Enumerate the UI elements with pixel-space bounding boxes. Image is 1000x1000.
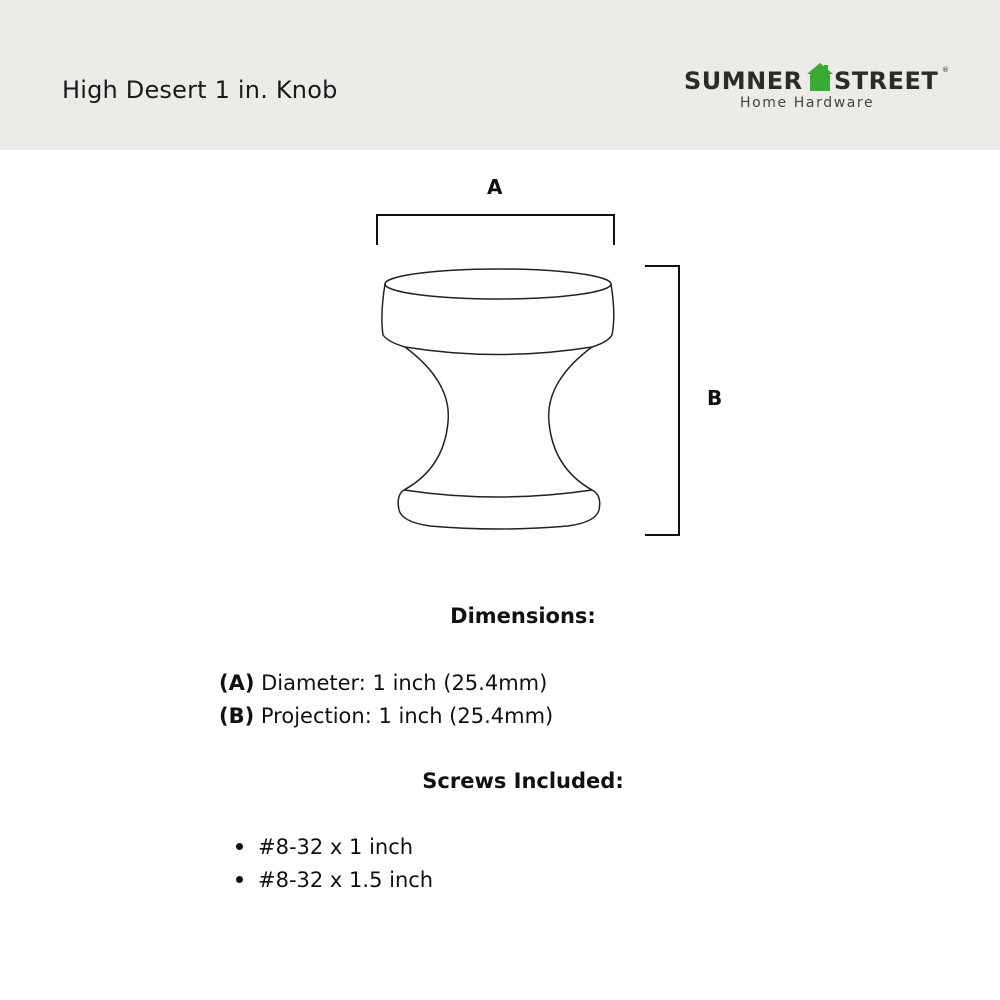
dimension-b-label: B xyxy=(707,386,723,410)
knob-drawing xyxy=(0,150,1000,570)
logo-subtitle: Home Hardware xyxy=(740,95,875,111)
knob-base xyxy=(398,490,600,529)
header-bar xyxy=(0,0,1000,150)
spec-key: (B) xyxy=(219,704,255,728)
brand-logo xyxy=(684,60,954,120)
knob-base-top xyxy=(404,490,592,497)
knob-neck-left xyxy=(404,347,448,490)
dimension-a-label: A xyxy=(487,175,503,199)
registered-mark: ® xyxy=(942,66,949,74)
list-item xyxy=(236,835,413,859)
dimensions-heading: Dimensions: xyxy=(450,604,596,628)
spec-text: Projection: 1 inch (25.4mm) xyxy=(254,704,554,728)
house-icon xyxy=(806,62,834,92)
spec-diameter xyxy=(219,671,547,695)
knob-neck-right xyxy=(549,347,592,490)
screw-text: #8-32 x 1.5 inch xyxy=(258,868,434,892)
logo-word-street: STREET xyxy=(834,67,939,95)
screw-text: #8-32 x 1 inch xyxy=(258,835,414,859)
spec-key: (A) xyxy=(219,671,255,695)
list-item xyxy=(236,868,433,892)
knob-diagram xyxy=(0,150,1000,570)
screws-heading: Screws Included: xyxy=(422,769,624,793)
dimension-a-bracket xyxy=(377,215,614,245)
knob-top-face xyxy=(385,269,611,299)
product-title: High Desert 1 in. Knob xyxy=(62,76,338,104)
dimension-b-bracket xyxy=(645,266,679,535)
bullet-icon xyxy=(236,876,243,883)
spec-projection xyxy=(219,704,553,728)
logo-word-sumner: SUMNER xyxy=(684,67,803,95)
spec-text: Diameter: 1 inch (25.4mm) xyxy=(254,671,548,695)
bullet-icon xyxy=(236,843,243,850)
